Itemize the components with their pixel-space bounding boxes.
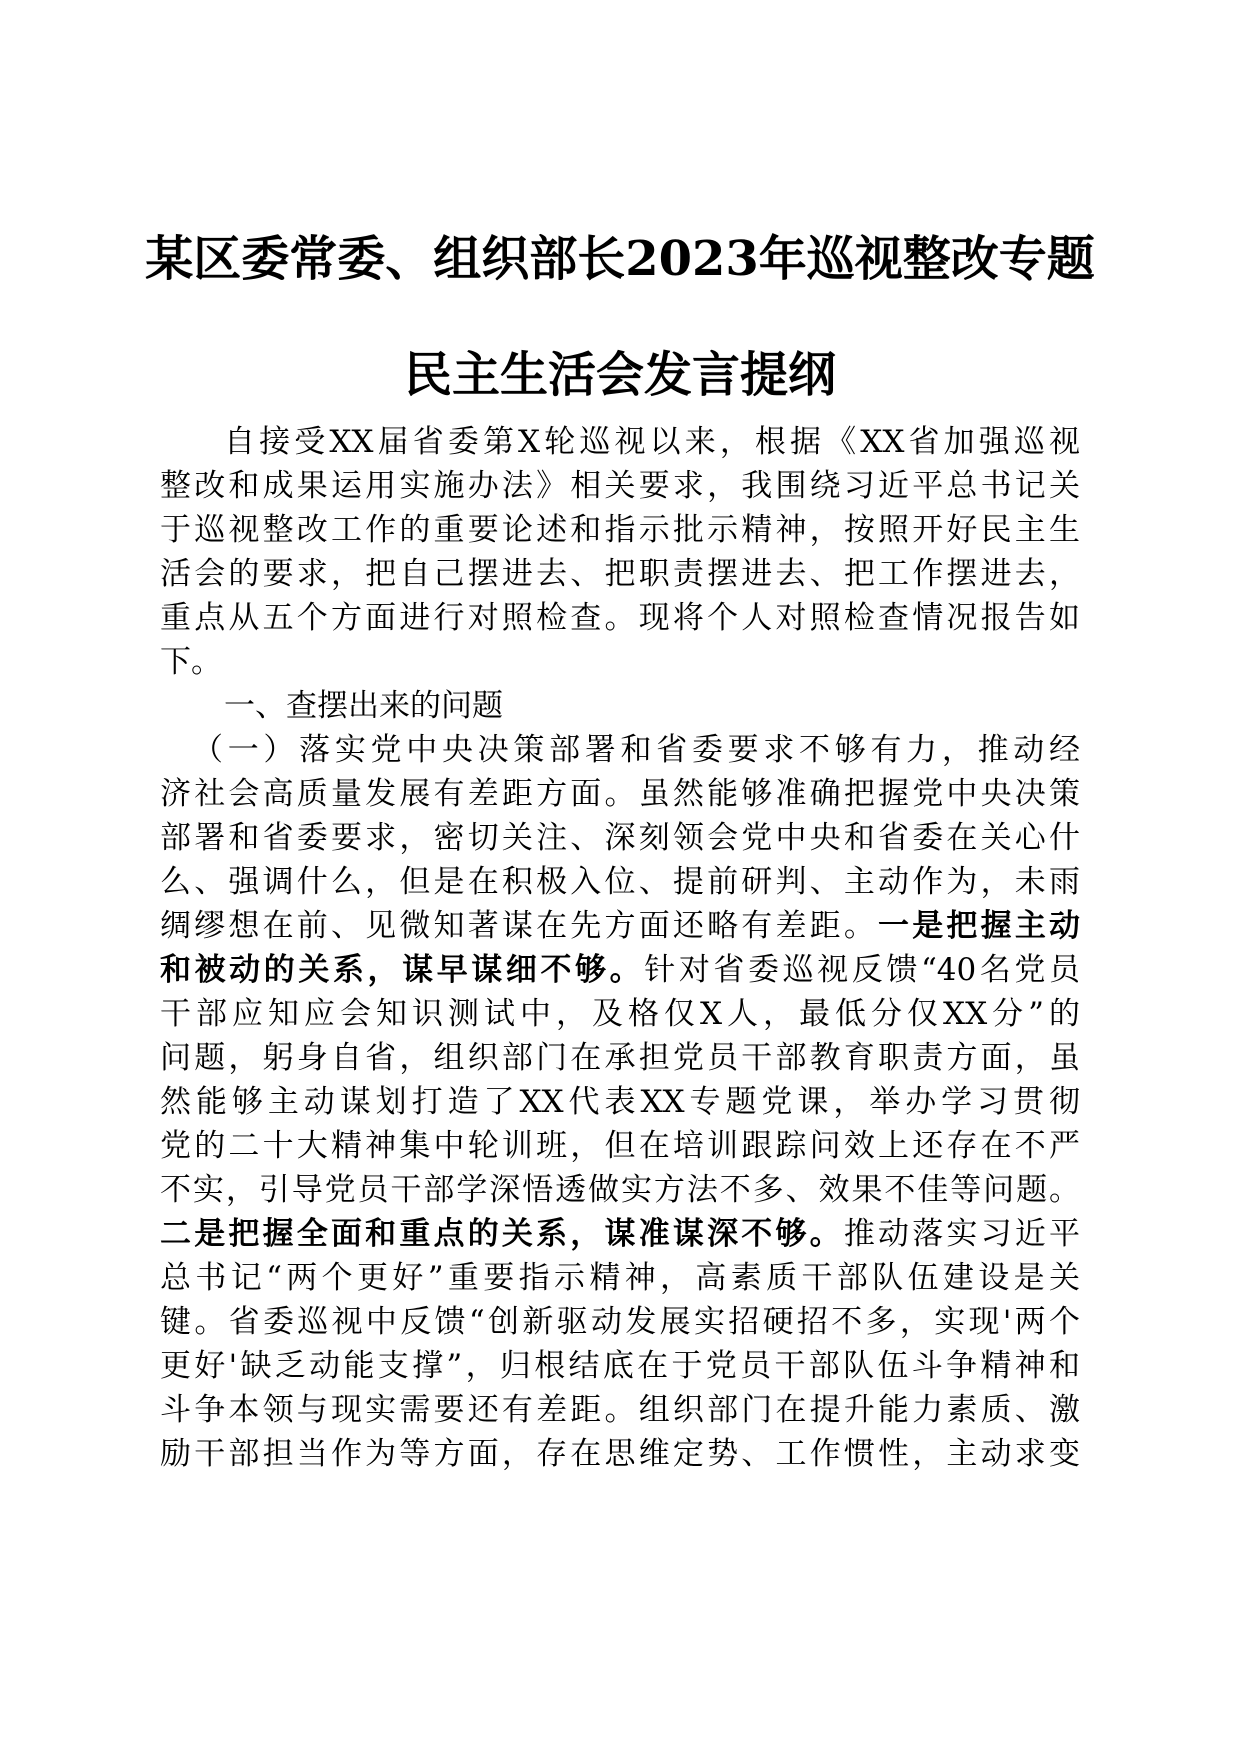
body-line: 党的二十大精神集中轮训班，但在培训跟踪问效上还存在不严: [160, 1128, 1080, 1164]
body-line: 更好'缺乏动能支撑”，归根结底在于党员干部队伍斗争精神和: [160, 1348, 1080, 1384]
body-line: 键。省委巡视中反馈“创新驱动发展实招硬招不多，实现'两个: [160, 1304, 1080, 1340]
body-text: 绸缪想在前、见微知著谋在先方面还略有差距。: [160, 908, 879, 944]
body-line-mixed: [160, 1212, 1080, 1256]
document-title-line-2: 民主生活会发言提纲: [403, 347, 836, 403]
section-heading: 一、查摆出来的问题: [224, 688, 503, 724]
bold-point-2: 二是把握全面和重点的关系，谋准谋深不够。: [160, 1216, 844, 1252]
document-title-line-1: 某区委常委、组织部长2023年巡视整改专题: [145, 231, 1095, 287]
intro-line: 自接受XX届省委第X轮巡视以来，根据《XX省加强巡视: [224, 424, 1080, 460]
intro-line: 整改和成果运用实施办法》相关要求，我围绕习近平总书记关: [160, 468, 1080, 504]
body-line-mixed: [160, 948, 1080, 992]
intro-line: 重点从五个方面进行对照检查。现将个人对照检查情况报告如: [160, 600, 1080, 636]
body-line: 问题，躬身自省，组织部门在承担党员干部教育职责方面，虽: [160, 1040, 1080, 1076]
bold-point-1-start: 一是把握主动: [878, 908, 1081, 944]
body-line: 干部应知应会知识测试中，及格仅X人，最低分仅XX分”的: [160, 996, 1080, 1032]
body-text: 针对省委巡视反馈“40名党员: [644, 952, 1080, 988]
body-line: 总书记“两个更好”重要指示精神，高素质干部队伍建设是关: [160, 1260, 1080, 1296]
body-text: 推动落实习近平: [843, 1216, 1081, 1252]
intro-line: 下。: [160, 644, 222, 680]
body-line: 励干部担当作为等方面，存在思维定势、工作惯性，主动求变: [160, 1436, 1080, 1472]
body-line: 么、强调什么，但是在积极入位、提前研判、主动作为，未雨: [160, 864, 1080, 900]
body-line: 济社会高质量发展有差距方面。虽然能够准确把握党中央决策: [160, 776, 1080, 812]
intro-line: 活会的要求，把自己摆进去、把职责摆进去、把工作摆进去，: [160, 556, 1080, 592]
body-line: 部署和省委要求，密切关注、深刻领会党中央和省委在关心什: [160, 820, 1080, 856]
bold-point-1-end: 和被动的关系，谋早谋细不够。: [160, 952, 645, 988]
body-line: 不实，引导党员干部学深悟透做实方法不多、效果不佳等问题。: [160, 1172, 1080, 1208]
body-line-mixed: [160, 904, 1080, 948]
body-line: 然能够主动谋划打造了XX代表XX专题党课，举办学习贯彻: [160, 1084, 1080, 1120]
intro-line: 于巡视整改工作的重要论述和指示批示精神，按照开好民主生: [160, 512, 1080, 548]
subsection-line: （一）落实党中央决策部署和省委要求不够有力，推动经: [192, 732, 1080, 768]
body-line: 斗争本领与现实需要还有差距。组织部门在提升能力素质、激: [160, 1392, 1080, 1428]
